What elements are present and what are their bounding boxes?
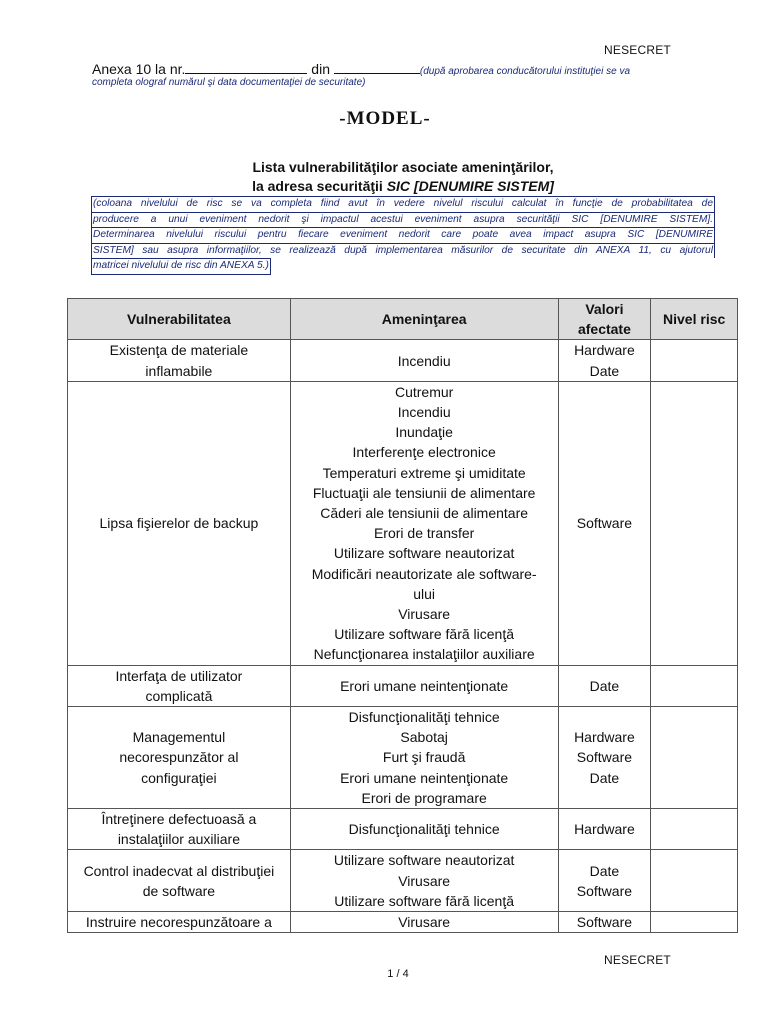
title-line-2 xyxy=(0,177,770,196)
vulnerability-cell xyxy=(68,707,291,809)
cell-line: Date xyxy=(589,769,620,786)
affected-values-cell xyxy=(558,665,651,706)
risk-level-cell[interactable] xyxy=(651,912,738,933)
table-row xyxy=(68,850,738,912)
threat-cell xyxy=(290,665,558,706)
header-threat: Ameninţarea xyxy=(290,299,558,340)
cell-line: Erori de programare xyxy=(361,789,487,806)
cell-line: Nefuncţionarea instalaţiilor auxiliare xyxy=(313,646,535,663)
cell-line: Utilizare software neautorizat xyxy=(333,545,515,562)
vulnerability-cell xyxy=(68,340,291,381)
cell-line: Date xyxy=(589,677,620,694)
instruction-line: matricei nivelului de risc din ANEXA 5.) xyxy=(91,258,271,275)
threat-cell xyxy=(290,912,558,933)
model-title: -MODEL- xyxy=(339,108,431,129)
vulnerability-cell xyxy=(68,381,291,665)
cell-line: Instruire necorespunzătoare a xyxy=(85,914,272,931)
page-number: 1 / 4 xyxy=(387,968,409,980)
cell-line: Erori de transfer xyxy=(373,525,475,542)
header-risk-level: Nivel risc xyxy=(651,299,738,340)
cell-line: inflamabile xyxy=(145,362,213,379)
instruction-line: Determinarea nivelului riscului pentru fiecare eveniment nedorit care poate avea impact asupra SIC [DENUMIRE xyxy=(91,227,715,243)
risk-level-cell[interactable] xyxy=(651,850,738,912)
classification-footer: NESECRET xyxy=(604,953,671,967)
risk-level-cell[interactable] xyxy=(651,707,738,809)
instructions-note xyxy=(91,196,715,281)
anexa-note-part1: (după aprobarea conducătorului instituţiei se va xyxy=(419,66,631,77)
title-line-1: Lista vulnerabilităţilor asociate ameninţărilor, xyxy=(252,159,554,175)
cell-line: Existenţa de materiale xyxy=(109,342,249,359)
cell-line: Utilizare software fără licenţă xyxy=(334,892,515,909)
cell-line: Utilizare software fără licenţă xyxy=(334,626,515,643)
header-affected-values: Valori afectate xyxy=(558,299,651,340)
anexa-line xyxy=(92,61,630,77)
cell-line: Interfaţa de utilizator xyxy=(115,667,243,684)
cell-line: Inundaţie xyxy=(395,424,453,441)
cell-line: Temperaturi extreme şi umiditate xyxy=(322,464,526,481)
threat-cell xyxy=(290,850,558,912)
cell-line: Hardware xyxy=(574,342,635,359)
cell-line: Control inadecvat al distribuţiei xyxy=(83,862,275,879)
cell-line: Virusare xyxy=(398,914,451,931)
title-system-name: SIC [DENUMIRE SISTEM] xyxy=(386,178,554,194)
classification-header: NESECRET xyxy=(604,43,671,57)
cell-line: Managementul xyxy=(132,729,226,746)
table-row xyxy=(68,912,738,933)
cell-line: Virusare xyxy=(398,872,451,889)
doc-date-blank xyxy=(334,61,420,74)
header-vulnerability: Vulnerabilitatea xyxy=(68,299,291,340)
cell-line: Hardware xyxy=(574,821,635,838)
affected-values-cell xyxy=(558,707,651,809)
table-row xyxy=(68,665,738,706)
table-row xyxy=(68,707,738,809)
anexa-note-part2: completa olograf numărul şi data documentaţiei de securitate) xyxy=(92,77,366,88)
cell-line: Interferenţe electronice xyxy=(352,444,496,461)
cell-line: Software xyxy=(576,914,633,931)
cell-line: Lipsa fişierelor de backup xyxy=(99,515,259,532)
cell-line: Utilizare software neautorizat xyxy=(333,852,515,869)
table-header-row xyxy=(68,299,738,340)
risk-level-cell[interactable] xyxy=(651,381,738,665)
instruction-line: producere a unui eveniment nedorit şi impactul acestui eveniment asupra securităţii SIC [DENUMIRE SISTEM]. xyxy=(91,212,715,228)
risk-level-cell[interactable] xyxy=(651,665,738,706)
risk-level-cell[interactable] xyxy=(651,809,738,850)
cell-line: Întreţinere defectuoasă a xyxy=(101,811,257,828)
cell-line: Erori umane neintenţionate xyxy=(340,769,509,786)
cell-line: Date xyxy=(589,862,620,879)
cell-line: Virusare xyxy=(398,606,451,623)
document-title xyxy=(0,158,770,196)
cell-line: Hardware xyxy=(574,729,635,746)
cell-line: Software xyxy=(576,882,633,899)
cell-line: Erori umane neintenţionate xyxy=(340,677,509,694)
cell-line: Disfuncţionalităţi tehnice xyxy=(348,821,500,838)
threat-cell xyxy=(290,809,558,850)
vulnerability-cell xyxy=(68,665,291,706)
vulnerability-cell xyxy=(68,850,291,912)
cell-line: de software xyxy=(142,882,216,899)
cell-line: ului xyxy=(413,585,436,602)
threat-cell xyxy=(290,340,558,381)
cell-line: complicată xyxy=(145,687,213,704)
cell-line: Cutremur xyxy=(394,383,454,400)
table-row xyxy=(68,381,738,665)
cell-line: configuraţiei xyxy=(141,769,217,786)
cell-line: necorespunzător al xyxy=(119,749,239,766)
cell-line: Software xyxy=(576,749,633,766)
table-body xyxy=(68,340,738,933)
doc-number-blank xyxy=(185,61,307,74)
cell-line: Disfuncţionalităţi tehnice xyxy=(348,709,500,726)
cell-line: Sabotaj xyxy=(400,729,448,746)
table-row xyxy=(68,340,738,381)
affected-values-cell xyxy=(558,381,651,665)
vulnerability-table xyxy=(67,298,738,933)
cell-line: Date xyxy=(589,362,620,379)
instruction-line: (coloana nivelului de risc se va completa fiind avut în vedere nivelul riscului calculat în funcţie de probabilitatea de xyxy=(91,196,715,212)
threat-cell xyxy=(290,381,558,665)
cell-line: Software xyxy=(576,515,633,532)
affected-values-cell xyxy=(558,340,651,381)
instruction-line: SISTEM] sau asupra informaţiilor, se realizează după implementarea măsurilor de securitate din ANEXA 11, cu ajutorul xyxy=(91,243,715,259)
affected-values-cell xyxy=(558,809,651,850)
cell-line: instalaţiilor auxiliare xyxy=(117,831,240,848)
cell-line: Incendiu xyxy=(397,352,451,369)
vulnerability-cell xyxy=(68,809,291,850)
title-line-2-prefix: la adresa securităţii xyxy=(252,178,383,194)
threat-cell xyxy=(290,707,558,809)
table-row xyxy=(68,809,738,850)
anexa-din: din xyxy=(311,61,330,77)
cell-line: Căderi ale tensiunii de alimentare xyxy=(320,505,529,522)
vulnerability-cell xyxy=(68,912,291,933)
cell-line: Incendiu xyxy=(397,404,451,421)
cell-line: Modificări neautorizate ale software- xyxy=(311,565,537,582)
affected-values-cell xyxy=(558,912,651,933)
risk-level-cell[interactable] xyxy=(651,340,738,381)
affected-values-cell xyxy=(558,850,651,912)
cell-line: Fluctuaţii ale tensiunii de alimentare xyxy=(312,484,536,501)
cell-line: Furt şi fraudă xyxy=(382,749,466,766)
anexa-prefix: Anexa 10 la nr. xyxy=(92,61,186,77)
